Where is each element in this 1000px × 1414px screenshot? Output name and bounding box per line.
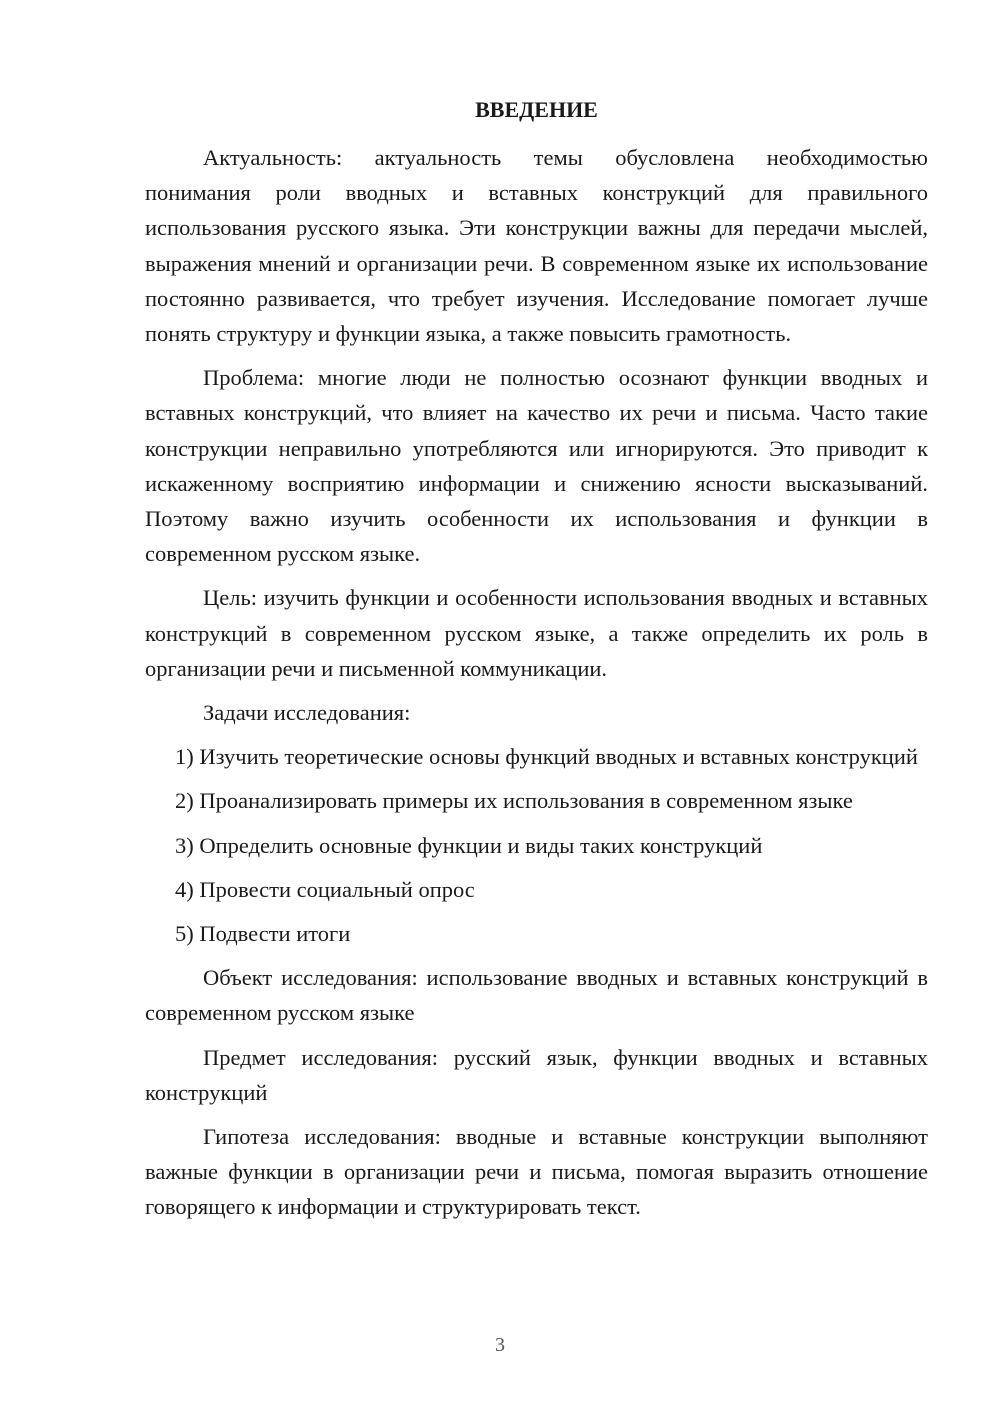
page-title: ВВЕДЕНИЕ xyxy=(475,97,598,122)
goal-paragraph: Цель: изучить функции и особенности использования вводных и вставных конструкций в современном русском языке, а также определить их роль в организации речи и письменной коммуникации. xyxy=(145,585,928,681)
task-item: 2) Проанализировать примеры их использования в современном языке xyxy=(175,788,853,814)
page-number: 3 xyxy=(495,1334,505,1356)
task-item: 4) Провести социальный опрос xyxy=(175,876,475,902)
object-paragraph: Объект исследования: использование вводных и вставных конструкций в современном русском языке xyxy=(145,965,928,1026)
problem-paragraph: Проблема: многие люди не полностью осознают функции вводных и вставных конструкций, что влияет на качество их речи и письма. Часто такие конструкции неправильно употребляются или игнорируются. Это приводит к искаженному восприятию информации и снижению ясности высказываний. Поэтому важно изучить особенности их использования и функции в современном русском языке. xyxy=(145,365,928,567)
subject-paragraph: Предмет исследования: русский язык, функции вводных и вставных конструкций xyxy=(145,1044,928,1105)
task-item: 5) Подвести итоги xyxy=(175,921,351,947)
hypothesis-paragraph: Гипотеза исследования: вводные и вставные конструкции выполняют важные функции в организации речи и письма, помогая выразить отношение говорящего к информации и структурировать текст. xyxy=(145,1124,928,1220)
relevance-paragraph: Актуальность: актуальность темы обусловлена необходимостью понимания роли вводных и вставных конструкций для правильного использования русского языка. Эти конструкции важны для передачи мыслей, выражения мнений и организации речи. В современном языке их использование постоянно развивается, что требует изучения. Исследование помогает лучше понять структуру и функции языка, а также повысить грамотность. xyxy=(145,145,928,347)
tasks-list xyxy=(145,739,928,951)
task-item: 1) Изучить теоретические основы функций вводных и вставных конструкций xyxy=(175,744,918,770)
task-item: 3) Определить основные функции и виды таких конструкций xyxy=(175,832,763,858)
document-page xyxy=(145,90,928,1234)
tasks-heading: Задачи исследования: xyxy=(203,700,411,726)
